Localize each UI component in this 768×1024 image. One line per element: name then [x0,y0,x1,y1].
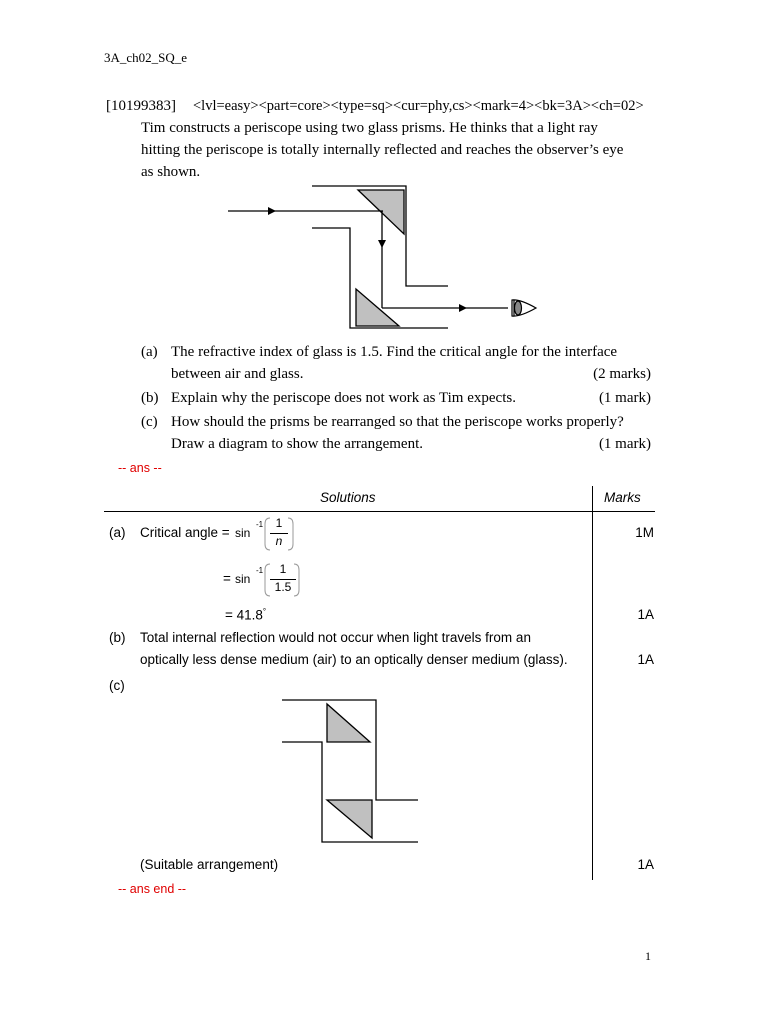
answer-a-equals: = [223,571,231,586]
answer-c-mark: 1A [637,857,654,872]
part-a-line-1: The refractive index of glass is 1.5. Find the critical angle for the interface [171,344,618,360]
answer-b-line-1: Total internal reflection would not occur when light travels from an [140,630,531,645]
part-c-label: (c) [141,414,158,430]
answer-a-inverse-1: -1 [256,520,264,529]
answer-a-mark-2: 1A [637,607,654,622]
answer-c-caption: (Suitable arrangement) [140,857,279,872]
answer-a-label: (a) [109,525,126,540]
corrected-top-prism [327,704,370,742]
part-a-label: (a) [141,344,158,360]
question-id: [10199383] [106,98,176,114]
corrected-outer-wall [282,700,418,800]
question-stem-line-2: hitting the periscope is totally internally reflected and reaches the observer’s eye [141,142,624,158]
document-code: 3A_ch02_SQ_e [104,50,188,65]
marks-header: Marks [604,490,641,505]
answer-b-label: (b) [109,630,126,645]
question-stem-line-3: as shown. [141,164,201,180]
fraction-1-numerator: 1 [275,516,283,530]
fraction-2-denominator: 1.5 [274,580,292,594]
part-a-marks: (2 marks) [593,366,651,382]
part-c-marks: (1 mark) [598,436,651,452]
answer-a-critical-angle-prefix: Critical angle = [140,525,230,540]
answer-a-inverse-2: -1 [256,566,264,575]
answer-c-label: (c) [109,678,125,693]
fraction-2-numerator: 1 [279,562,287,576]
part-b-label: (b) [141,390,159,406]
question-tags: <lvl=easy><part=core><type=sq><cur=phy,cs><mark=4><bk=3A><ch=02> [193,98,644,114]
corrected-bottom-prism [327,800,372,838]
answer-a-result-value: = 41.8 [225,607,263,623]
solutions-header: Solutions [320,490,376,505]
answer-a-degree: ° [262,607,267,616]
answer-a-sin-2: sin [235,572,251,586]
answer-a-mark-1: 1M [635,525,654,540]
answer-b-line-2: optically less dense medium (air) to an optically denser medium (glass). [140,652,568,667]
answer-a-sin-1: sin [235,526,251,540]
corrected-inner-wall [282,742,418,842]
fraction-1-denominator: n [275,534,283,548]
answer-start-marker: -- ans -- [118,461,162,475]
part-b-line-1: Explain why the periscope does not work as Tim expects. [171,390,516,406]
answer-end-marker: -- ans end -- [118,882,187,896]
part-c-line-1: How should the prisms be rearranged so that the periscope works properly? [171,414,624,430]
page-number: 1 [645,949,651,963]
part-a-line-2: between air and glass. [171,366,304,382]
part-c-line-2: Draw a diagram to show the arrangement. [171,436,423,452]
answer-b-mark: 1A [637,652,654,667]
question-stem-line-1: Tim constructs a periscope using two glass prisms. He thinks that a light ray [141,120,598,136]
part-b-marks: (1 mark) [598,390,651,406]
